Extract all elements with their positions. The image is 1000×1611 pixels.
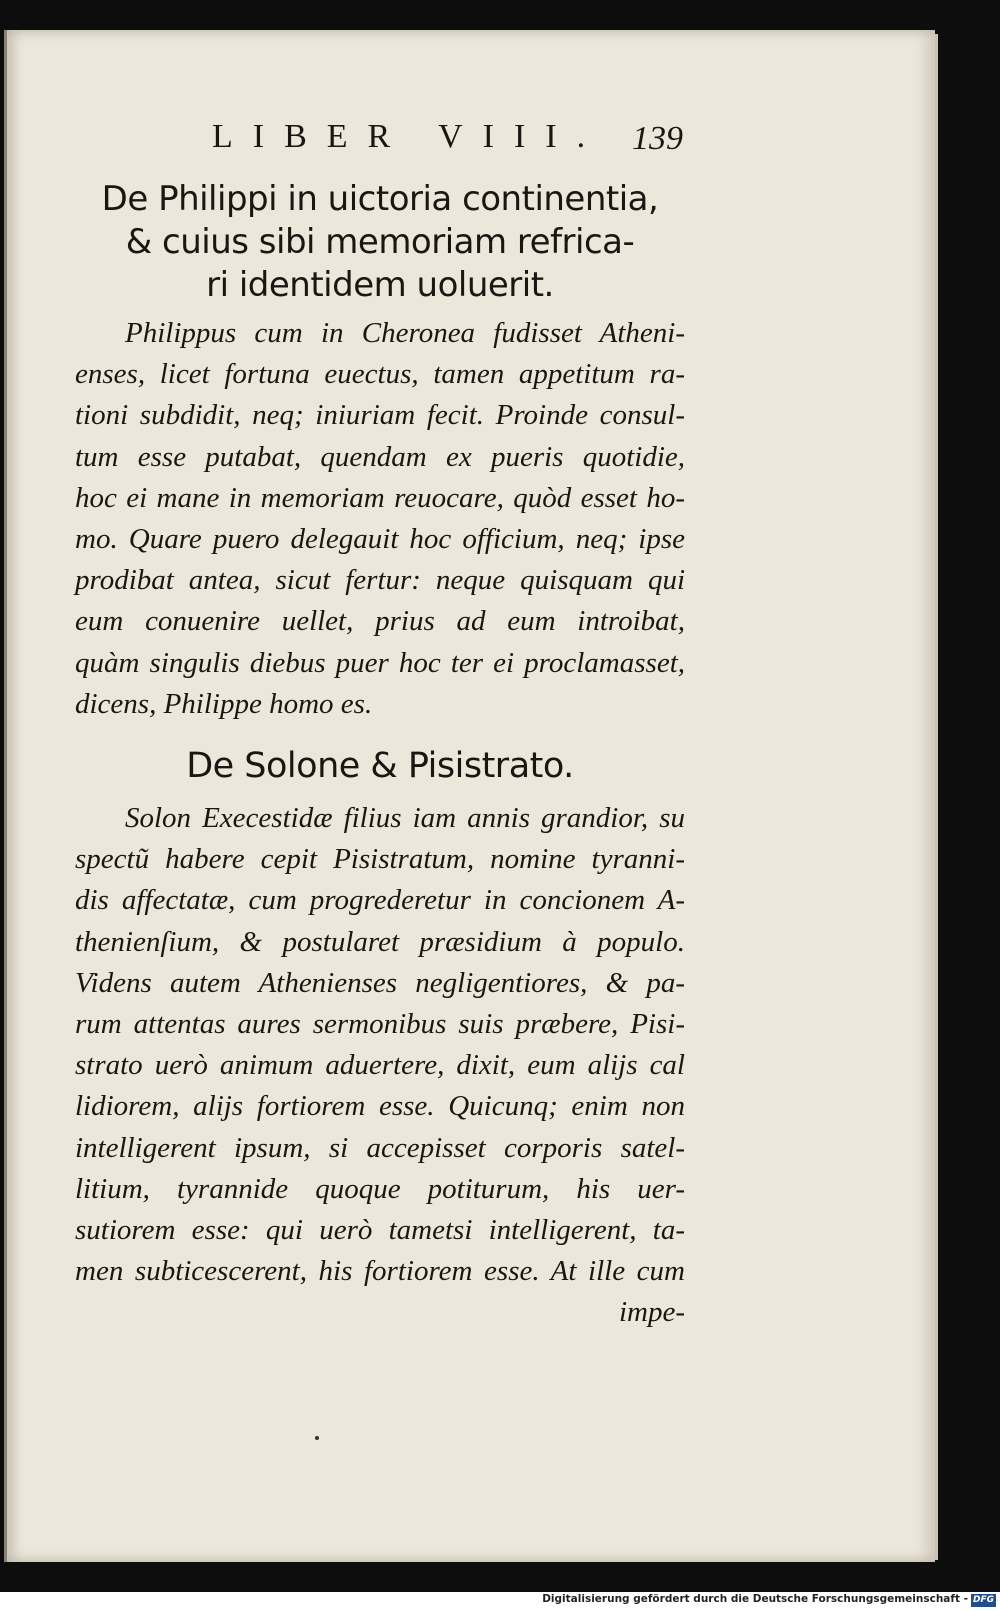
dfg-logo: DFG [972,1595,994,1605]
text-line: hoc ei mane in memoriam reuocare, quòd esset ho- [75,481,685,514]
paragraph [75,798,685,1334]
text-line: strato uerò animum aduertere, dixit, eum alijs cal [75,1049,685,1082]
text-line: enses, licet fortuna euectus, tamen appetitum ra- [75,358,685,391]
text-line: intelligerent ipsum, si accepisset corporis satel- [75,1131,685,1164]
book-page [4,30,935,1562]
text-line: lidiorem, alijs fortiorem esse. Quicunq; enim non [75,1090,685,1123]
text-line: mo. Quare puero delegauit hoc officium, neq; ipse [75,523,685,556]
paragraph [75,313,685,725]
section-solon [75,745,685,1334]
section-heading [75,178,685,307]
heading-line: De Philippi in uictoria continentia, [101,179,659,219]
text-line: tum esse putabat, quendam ex pueris quotidie, [75,440,685,473]
footer-bar [0,1592,1000,1611]
text-line: tioni subdidit, neq; iniuriam fecit. Proinde consul- [75,399,685,432]
heading-line: ri identidem uoluerit. [206,265,554,305]
text-line: quàm singulis diebus puer hoc ter ei proclamasset, [75,646,685,679]
ink-speck [315,1436,319,1440]
text-line: spectũ habere cepit Pisistratum, nomine tyranni- [75,843,685,876]
text-line: prodibat antea, sicut fertur: neque quisquam qui [75,564,685,597]
text-line: Solon Execestidæ filius iam annis grandior, su [125,802,685,835]
text-line: Videns autem Athenienses negligentiores, & pa- [75,966,685,999]
page-header [7,118,935,168]
catchword: impe- [618,1296,685,1329]
heading-line: & cuius sibi memoriam refrica- [125,222,635,262]
text-line: dis affectatæ, cum progrederetur in concionem A- [75,884,685,917]
text-line: men subticescerent, his fortiorem esse. At ille cum [75,1255,685,1288]
text-line: dicens, Philippe homo es. [75,687,373,720]
section-heading: De Solone & Pisistrato. [186,746,574,787]
text-line: eum conuenire uellet, prius ad eum introibat, [75,605,685,638]
running-head: LIBER VIII. [212,118,606,155]
page-content [75,178,685,1334]
funding-credit: Digitalisierung gefördert durch die Deutsche Forschungsgemeinschaft - [542,1593,968,1605]
text-line: rum attentas aures sermonibus suis præbere, Pisi- [75,1008,685,1041]
text-line: sutiorem esse: qui uerò tametsi intelligerent, ta- [75,1214,685,1247]
text-line: litium, tyrannide quoque potiturum, his uer- [75,1172,685,1205]
section-philippus [75,178,685,725]
text-line: Philippus cum in Cheronea fudisset Atheni- [125,317,685,349]
page-number: 139 [632,120,683,157]
text-line: thenienſium, & postularet præsidium à populo. [75,925,685,958]
